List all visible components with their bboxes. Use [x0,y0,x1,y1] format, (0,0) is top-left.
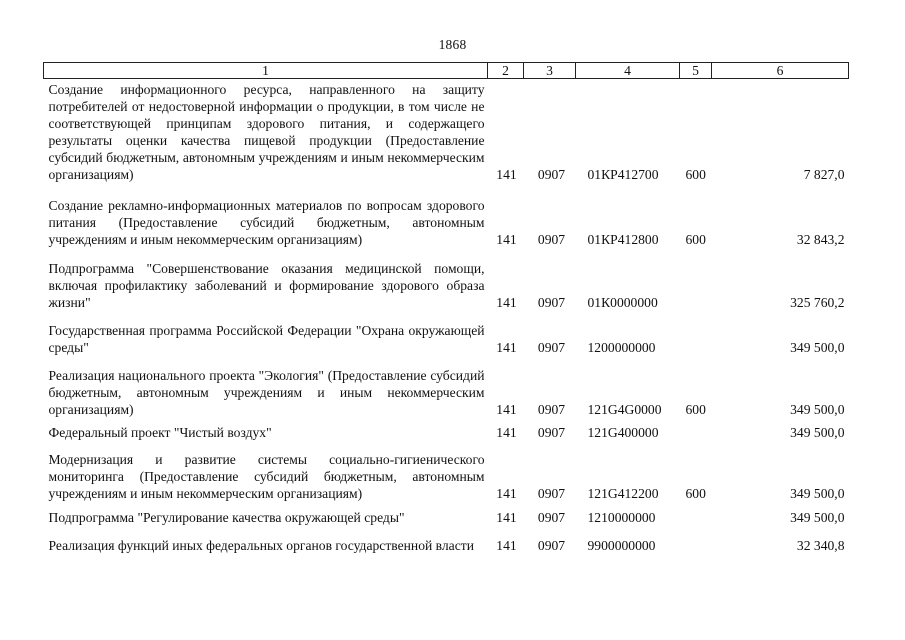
row-target-code: 01КР412800 [587,232,659,247]
row-expense-type [680,315,712,360]
row-expense-type [680,422,712,445]
row-expense-type: 600 [685,402,706,417]
row-section-code: 0907 [537,538,566,553]
row-section-code: 0907 [537,425,566,440]
row-amount: 349 500,0 [790,402,845,417]
row-description: Создание рекламно-информационных материалов по вопросам здорового питания (Предоставление субсидий бюджетным, автономным учреждениям и иным некоммерческим организациям) [48,198,485,247]
row-ministry-code: 141 [496,295,517,310]
row-target-code: 121G4G0000 [587,402,662,417]
row-amount: 349 500,0 [790,486,845,501]
table-row [44,445,849,506]
row-ministry-code: 141 [496,232,517,247]
row-section-code: 0907 [537,167,566,182]
row-description: Подпрограмма "Совершенствование оказания медицинской помощи, включая профилактику заболеваний и формирование здорового образа жизни" [48,261,485,310]
row-section-code: 0907 [537,295,566,310]
row-amount: 349 500,0 [790,425,845,440]
row-description: Реализация функций иных федеральных органов государственной власти [48,538,474,553]
row-target-code: 01КР412700 [587,167,659,182]
page-number: 1868 [438,37,467,52]
row-ministry-code: 141 [496,402,517,417]
column-header: 3 [524,63,576,79]
row-amount: 32 340,8 [796,538,845,553]
row-expense-type [680,506,712,530]
row-expense-type [680,530,712,558]
row-description: Модернизация и развитие системы социально-гигиенического мониторинга (Предоставление субсидий бюджетным, автономным учреждениям и иным некоммерческим организациям) [48,452,485,501]
row-target-code: 01К0000000 [587,295,658,310]
row-amount: 349 500,0 [790,340,845,355]
table-row [44,252,849,315]
row-ministry-code: 141 [496,340,517,355]
column-header: 6 [712,63,849,79]
column-header: 5 [680,63,712,79]
row-amount: 7 827,0 [803,167,845,182]
row-description: Подпрограмма "Регулирование качества окружающей среды" [48,510,405,525]
column-header: 1 [44,63,488,79]
row-ministry-code: 141 [496,538,517,553]
row-target-code: 121G400000 [587,425,659,440]
row-section-code: 0907 [537,402,566,417]
row-section-code: 0907 [537,486,566,501]
row-ministry-code: 141 [496,486,517,501]
row-expense-type: 600 [685,167,706,182]
table-row [44,315,849,360]
row-description: Создание информационного ресурса, направленного на защиту потребителей от недостоверной информации о продукции, в том числе не соответствующей принципам здорового питания, и содержащего результаты оценки качества пищевой продукции (Предоставление субсидий бюджетным, автономным учреждениям и иным некоммерческим организациям) [48,82,485,182]
row-target-code: 1200000000 [587,340,656,355]
row-target-code: 1210000000 [587,510,656,525]
column-header: 2 [488,63,524,79]
table-row [44,422,849,445]
row-amount: 325 760,2 [790,295,845,310]
row-section-code: 0907 [537,340,566,355]
table-row [44,187,849,252]
row-ministry-code: 141 [496,425,517,440]
budget-table [43,62,849,558]
table-row [44,360,849,422]
row-description: Федеральный проект "Чистый воздух" [48,425,272,440]
row-expense-type: 600 [685,486,706,501]
row-expense-type [680,252,712,315]
row-ministry-code: 141 [496,510,517,525]
row-target-code: 9900000000 [587,538,656,553]
row-amount: 32 843,2 [796,232,845,247]
row-section-code: 0907 [537,510,566,525]
table-row [44,530,849,558]
row-description: Реализация национального проекта "Экология" (Предоставление субсидий бюджетным, автономным учреждениям и иным некоммерческим организациям) [48,368,485,417]
table-header-row [44,63,849,79]
row-amount: 349 500,0 [790,510,845,525]
row-ministry-code: 141 [496,167,517,182]
column-header: 4 [576,63,680,79]
row-target-code: 121G412200 [587,486,659,501]
table-row [44,506,849,530]
row-expense-type: 600 [685,232,706,247]
row-section-code: 0907 [537,232,566,247]
table-row [44,79,849,188]
row-description: Государственная программа Российской Федерации "Охрана окружающей среды" [48,323,485,355]
